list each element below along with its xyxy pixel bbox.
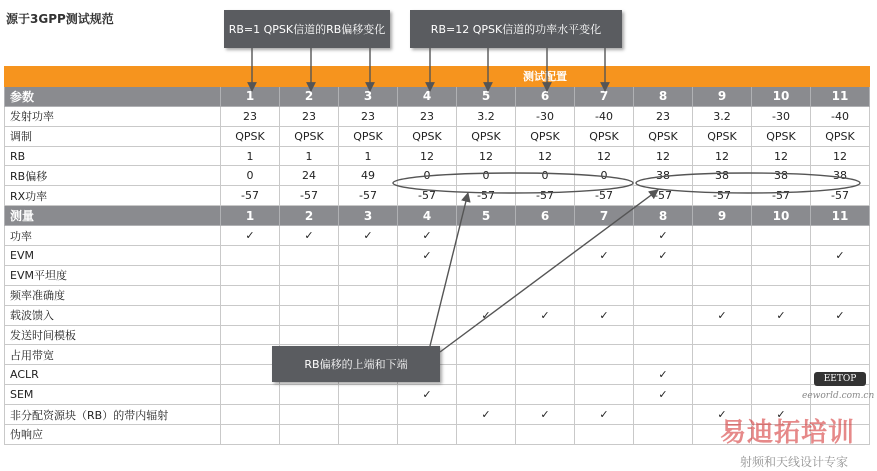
table-row (5, 146, 870, 166)
check-icon: ✓ (516, 405, 575, 425)
check-icon: ✓ (575, 405, 634, 425)
config-number: 5 (457, 86, 516, 106)
table-cell (457, 365, 516, 385)
table-cell (339, 425, 398, 445)
table-cell (575, 425, 634, 445)
table-cell: -30 (752, 106, 811, 126)
row-label: 发射功率 (5, 106, 221, 126)
table-row (5, 246, 870, 266)
table-cell (280, 405, 339, 425)
table-cell (811, 226, 870, 246)
table-cell (516, 226, 575, 246)
params-section (5, 86, 870, 205)
table-row (5, 186, 870, 206)
callout-rb-offset-change (224, 10, 390, 48)
row-label: EVM (5, 246, 221, 266)
table-cell: -57 (221, 186, 280, 206)
table-cell (634, 285, 693, 305)
table-cell: QPSK (575, 126, 634, 146)
table-cell (634, 405, 693, 425)
config-number: 11 (811, 206, 870, 226)
config-number: 1 (221, 86, 280, 106)
watermark-logo: EETOP (814, 372, 866, 386)
table-row (5, 305, 870, 325)
table-cell: 23 (280, 106, 339, 126)
table-cell: -57 (280, 186, 339, 206)
table-row (5, 106, 870, 126)
table-cell (280, 305, 339, 325)
row-label: 非分配资源块（RB）的带内辐射 (5, 405, 221, 425)
table-cell (280, 265, 339, 285)
table-cell (457, 265, 516, 285)
table-cell (221, 305, 280, 325)
table-cell (516, 365, 575, 385)
table-cell (575, 325, 634, 345)
table-cell: 12 (398, 146, 457, 166)
table-cell (221, 285, 280, 305)
check-icon: ✓ (457, 405, 516, 425)
config-number: 4 (398, 86, 457, 106)
config-number: 7 (575, 206, 634, 226)
check-icon: ✓ (634, 226, 693, 246)
table-cell (457, 246, 516, 266)
table-cell (398, 265, 457, 285)
table-cell (516, 325, 575, 345)
table-cell (339, 265, 398, 285)
table-cell (575, 385, 634, 405)
config-number: 4 (398, 206, 457, 226)
table-cell (221, 405, 280, 425)
table-cell (221, 345, 280, 365)
source-label: 源于3GPP测试规范 (6, 12, 114, 26)
check-icon: ✓ (575, 246, 634, 266)
row-label: EVM平坦度 (5, 265, 221, 285)
config-number: 5 (457, 206, 516, 226)
section-header-row (5, 206, 870, 226)
table-cell (457, 385, 516, 405)
table-cell (516, 385, 575, 405)
table-cell (752, 226, 811, 246)
row-label: 发送时间模板 (5, 325, 221, 345)
test-config-table (4, 66, 870, 445)
table-cell: QPSK (752, 126, 811, 146)
table-cell: 3.2 (693, 106, 752, 126)
table-cell: 23 (634, 106, 693, 126)
table-cell: 12 (811, 146, 870, 166)
table-cell (575, 345, 634, 365)
row-label: RB (5, 146, 221, 166)
config-number: 11 (811, 86, 870, 106)
config-number: 9 (693, 86, 752, 106)
config-number: 8 (634, 86, 693, 106)
table-cell: 38 (693, 166, 752, 186)
check-icon: ✓ (634, 246, 693, 266)
check-icon: ✓ (752, 405, 811, 425)
check-icon: ✓ (398, 226, 457, 246)
table-cell (752, 246, 811, 266)
callout-text: RB=12 QPSK信道的功率水平变化 (430, 22, 602, 36)
table-cell: 0 (516, 166, 575, 186)
table-cell: -57 (752, 186, 811, 206)
check-icon: ✓ (398, 246, 457, 266)
config-number: 9 (693, 206, 752, 226)
check-icon: ✓ (221, 226, 280, 246)
config-number: 2 (280, 206, 339, 226)
section-label: 参数 (5, 86, 221, 106)
table-cell (516, 285, 575, 305)
config-number: 2 (280, 86, 339, 106)
table-cell: 12 (575, 146, 634, 166)
row-label: 调制 (5, 126, 221, 146)
table-cell (221, 246, 280, 266)
table-cell: QPSK (457, 126, 516, 146)
check-icon: ✓ (634, 385, 693, 405)
table-cell (634, 265, 693, 285)
check-icon: ✓ (575, 305, 634, 325)
table-cell (339, 305, 398, 325)
table-cell (398, 325, 457, 345)
table-cell: 12 (752, 146, 811, 166)
table-cell: -57 (811, 186, 870, 206)
table-cell: -57 (693, 186, 752, 206)
row-label: SEM (5, 385, 221, 405)
table-cell (398, 285, 457, 305)
table-cell: 12 (516, 146, 575, 166)
table-cell (752, 265, 811, 285)
table-cell: 24 (280, 166, 339, 186)
callout-text: RB偏移的上端和下端 (304, 357, 408, 371)
config-number: 1 (221, 206, 280, 226)
check-icon: ✓ (693, 405, 752, 425)
table-row (5, 285, 870, 305)
table-cell (457, 226, 516, 246)
table-cell: QPSK (280, 126, 339, 146)
table-cell: 23 (398, 106, 457, 126)
table-cell: -57 (516, 186, 575, 206)
config-number: 7 (575, 86, 634, 106)
table-cell (339, 385, 398, 405)
check-icon: ✓ (516, 305, 575, 325)
table-cell: 12 (634, 146, 693, 166)
table-cell: -57 (398, 186, 457, 206)
table-cell (752, 345, 811, 365)
table-cell: 12 (693, 146, 752, 166)
table-cell: 1 (339, 146, 398, 166)
table-cell (634, 425, 693, 445)
check-icon: ✓ (280, 226, 339, 246)
config-number: 3 (339, 206, 398, 226)
check-icon: ✓ (634, 365, 693, 385)
table-cell (398, 305, 457, 325)
table-cell (634, 325, 693, 345)
table-cell: 0 (457, 166, 516, 186)
config-number: 10 (752, 206, 811, 226)
table-cell (339, 325, 398, 345)
table-cell (221, 265, 280, 285)
table-cell (280, 425, 339, 445)
row-label: 频率准确度 (5, 285, 221, 305)
table-cell (693, 345, 752, 365)
table-cell (221, 425, 280, 445)
check-icon: ✓ (811, 305, 870, 325)
table-cell (811, 285, 870, 305)
table-cell: QPSK (339, 126, 398, 146)
table-cell (280, 285, 339, 305)
table-cell: QPSK (811, 126, 870, 146)
table-cell (634, 305, 693, 325)
table-row (5, 126, 870, 146)
config-number: 8 (634, 206, 693, 226)
table-cell: -57 (575, 186, 634, 206)
table-cell: -57 (339, 186, 398, 206)
row-label: 功率 (5, 226, 221, 246)
table-cell (811, 265, 870, 285)
check-icon: ✓ (811, 246, 870, 266)
table-row (5, 226, 870, 246)
table-cell (752, 285, 811, 305)
check-icon: ✓ (752, 305, 811, 325)
measurements-section (5, 206, 870, 445)
section-label: 测量 (5, 206, 221, 226)
table-cell (398, 405, 457, 425)
table-cell (516, 265, 575, 285)
table-cell: -40 (811, 106, 870, 126)
table-cell: 49 (339, 166, 398, 186)
table-cell (280, 385, 339, 405)
table-cell: 38 (811, 166, 870, 186)
table-cell (693, 385, 752, 405)
table-cell (575, 285, 634, 305)
table-cell (693, 365, 752, 385)
callout-text: RB=1 QPSK信道的RB偏移变化 (228, 22, 386, 36)
table-cell (516, 246, 575, 266)
table-cell (280, 246, 339, 266)
row-label: 载波馈入 (5, 305, 221, 325)
table-cell (693, 226, 752, 246)
table-cell (693, 325, 752, 345)
header-row (5, 67, 870, 87)
check-icon: ✓ (693, 305, 752, 325)
table-cell: QPSK (634, 126, 693, 146)
table-cell: 0 (575, 166, 634, 186)
table-cell (575, 265, 634, 285)
check-icon: ✓ (339, 226, 398, 246)
table-cell (457, 345, 516, 365)
table-cell (575, 365, 634, 385)
table-cell (280, 325, 339, 345)
table-cell (575, 226, 634, 246)
table-cell (516, 345, 575, 365)
table-cell (457, 325, 516, 345)
table-cell: -57 (634, 186, 693, 206)
table-cell: -40 (575, 106, 634, 126)
table-cell: 0 (221, 166, 280, 186)
section-header-row (5, 86, 870, 106)
table-cell (398, 425, 457, 445)
table-row (5, 325, 870, 345)
config-number: 3 (339, 86, 398, 106)
table-cell (634, 345, 693, 365)
table-cell (693, 285, 752, 305)
callout-rb-offset-ends (272, 346, 440, 382)
table-cell (693, 265, 752, 285)
row-label: RX功率 (5, 186, 221, 206)
table-cell (811, 345, 870, 365)
table-cell: 1 (280, 146, 339, 166)
table-cell (457, 425, 516, 445)
table-cell (339, 405, 398, 425)
table-cell: 23 (339, 106, 398, 126)
table-cell: QPSK (398, 126, 457, 146)
table-cell (339, 285, 398, 305)
header-title: 测试配置 (221, 67, 870, 87)
table-cell: QPSK (221, 126, 280, 146)
table-cell (752, 325, 811, 345)
watermark-brand: 易迪拓培训 (720, 418, 856, 448)
table-cell (339, 246, 398, 266)
table-cell (221, 385, 280, 405)
table-cell: QPSK (693, 126, 752, 146)
table-row (5, 265, 870, 285)
table-cell: 0 (398, 166, 457, 186)
table-cell: 1 (221, 146, 280, 166)
table-cell: 38 (634, 166, 693, 186)
table-cell: QPSK (516, 126, 575, 146)
table-cell: -30 (516, 106, 575, 126)
config-number: 6 (516, 86, 575, 106)
table-cell: 23 (221, 106, 280, 126)
table-cell: 12 (457, 146, 516, 166)
check-icon: ✓ (398, 385, 457, 405)
row-label: ACLR (5, 365, 221, 385)
table-cell: -57 (457, 186, 516, 206)
watermark-subtitle: 射频和天线设计专家 (740, 455, 849, 469)
table-cell: 3.2 (457, 106, 516, 126)
table-cell (221, 325, 280, 345)
table-cell: 38 (752, 166, 811, 186)
table-cell (457, 285, 516, 305)
watermark-domain: eeworld.com.cn (802, 391, 875, 401)
config-number: 10 (752, 86, 811, 106)
table-cell (752, 365, 811, 385)
callout-power-level-change (410, 10, 622, 48)
table-cell (811, 325, 870, 345)
table-cell (516, 425, 575, 445)
row-label: 占用带宽 (5, 345, 221, 365)
table-row (5, 385, 870, 405)
row-label: RB偏移 (5, 166, 221, 186)
table-row (5, 166, 870, 186)
check-icon: ✓ (457, 305, 516, 325)
config-number: 6 (516, 206, 575, 226)
row-label: 伪响应 (5, 425, 221, 445)
table-cell (221, 365, 280, 385)
table-cell (693, 246, 752, 266)
